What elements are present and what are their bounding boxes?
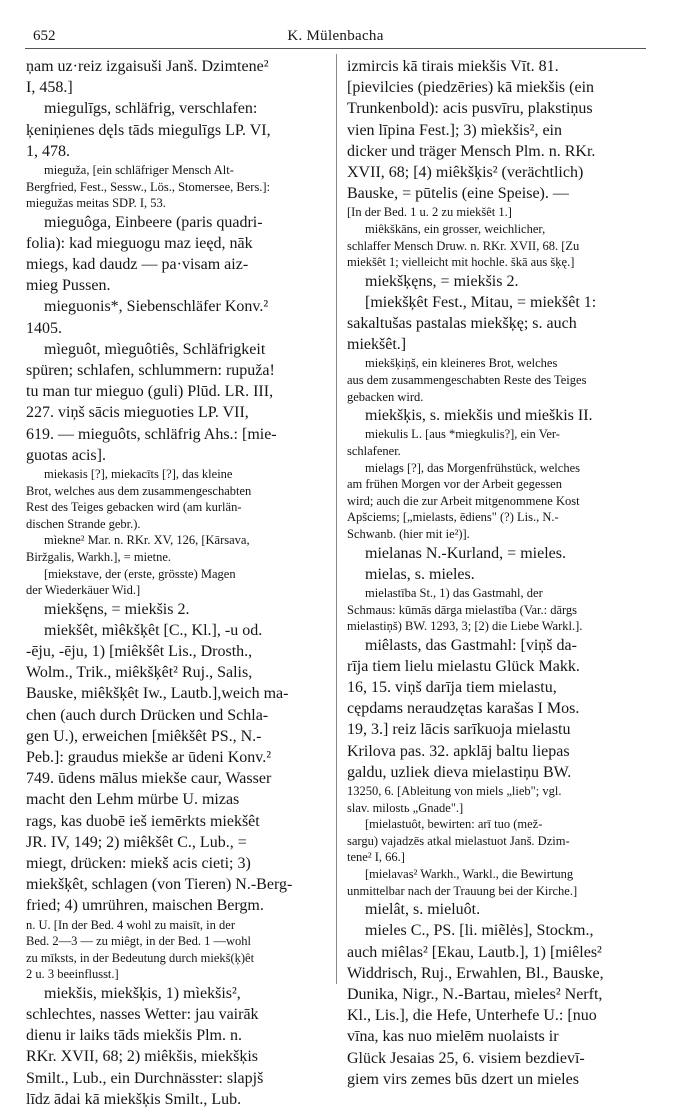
text-line: ķeniņienes dęls tāds miegulīgs LP. VI, xyxy=(26,121,271,139)
text-line: 1, 478. xyxy=(26,142,70,160)
text-line: wird; auch die zur Arbeit mitgenommene Kost xyxy=(347,493,580,508)
text-line: Trunkenbold): acis pusvīru, plakstiņus xyxy=(347,100,593,118)
text-line: fried; 4) umrühren, maischen Bergm. xyxy=(26,897,264,915)
text-line: Krilova pas. 32. apklāj baltu liepas xyxy=(347,742,570,760)
text-line: Bed. 2—3 — zu miêgt, in der Bed. 1 —wohl xyxy=(26,934,251,949)
text-line: vien līpina Fest.]; 3) mìekšis², ein xyxy=(347,121,562,139)
text-line: 19, 3.] reiz lācis sarīkuoja mielastu xyxy=(347,721,571,739)
text-line: [miekšķêt Fest., Mitau, = miekšêt 1: xyxy=(365,293,597,311)
text-line: miegužas meitas SDP. I, 53. xyxy=(26,196,166,211)
text-line: miekšêt.] xyxy=(347,336,407,354)
text-line: Schmaus: kūmās dārga mielastība (Var.: dārgs xyxy=(347,602,578,617)
text-line: aus dem zusammengeschabten Reste des Teiges xyxy=(347,373,587,388)
text-line: mielastība St., 1) das Gastmahl, der xyxy=(365,585,543,600)
right-column xyxy=(347,56,651,1090)
text-line: vīna, kas nuo mielēm nuolaists ir xyxy=(347,1028,559,1046)
text-line: JR. IV, 149; 2) miêkšêt C., Lub., = xyxy=(26,833,247,851)
text-line: rīja tiem lielu mielastu Glück Makk. xyxy=(347,657,580,675)
text-line: gen U.), erweichen [miêkšêt PS., N.- xyxy=(26,727,262,745)
text-line: Bauske, miêkšķêt Iw., Lautb.],weich ma- xyxy=(26,685,289,703)
text-line: Glück Jesaias 25, 6. visiem bezdievī- xyxy=(347,1049,585,1067)
text-line: mieg Pussen. xyxy=(26,277,111,295)
text-line: slav. milostь „Gnade".] xyxy=(347,800,464,815)
text-line: 16, 15. viņš darīja tiem mielastu, xyxy=(347,679,557,697)
text-line: schlafener. xyxy=(347,444,401,458)
text-line: mielastiņš) BW. 1293, 3; [2) die Liebe Warkl.]. xyxy=(347,619,583,634)
text-line: [mielastuôt, bewirten: arī tuo (mež- xyxy=(365,817,543,832)
text-line: mieguža, [ein schläfriger Mensch Alt- xyxy=(44,162,234,177)
text-line: tu man tur mieguo (guli) Plūd. LR. III, xyxy=(26,383,274,401)
text-line: unmittelbar nach der Trauung bei der Kirche.] xyxy=(347,883,578,898)
text-line: miekšķis, s. miekšis und mieškis II. xyxy=(365,407,593,425)
text-line: miekšķêt, schlagen (von Tieren) N.-Berg- xyxy=(26,876,293,894)
text-line: miekulis L. [aus *miegkulis?], ein Ver- xyxy=(365,427,560,442)
text-line: mìekne² Mar. n. RKr. XV, 126, [Kārsava, xyxy=(44,533,250,548)
text-line: miêlasts, das Gastmahl: [viņš da- xyxy=(365,636,577,654)
text-line: miekasis [?], miekacīts [?], das kleine xyxy=(44,466,233,481)
text-line: sargu) vajadzēs atkal mielastuot Janš. Dzim- xyxy=(347,833,570,848)
text-line: 749. ūdens mālus miekše caur, Wasser xyxy=(26,770,272,788)
text-line: dienu ir laiks tāds miekšis Plm. n. xyxy=(26,1027,242,1045)
text-line: Peb.]: graudus miekše ar ūdeni Konv.² xyxy=(26,749,272,767)
text-line: mielât, s. mieluôt. xyxy=(365,901,481,919)
text-line: cępdams neraudzętas karašas I Mos. xyxy=(347,700,580,718)
text-line: miekšêt, mìêkšķêt [C., Kl.], -u od. xyxy=(44,621,263,639)
text-line: sakaltušas pastalas miekšķę; s. auch xyxy=(347,315,577,333)
text-line: -ēju, -ēju, 1) [miêkšêt Lis., Drosth., xyxy=(26,643,253,661)
text-line: der Wiederkäuer Wid.] xyxy=(26,583,141,598)
running-head: K. Mülenbacha xyxy=(287,28,384,44)
text-line: Brot, welches aus dem zusammengeschabten xyxy=(26,483,252,498)
text-line: mielas, s. mieles. xyxy=(365,565,475,583)
text-line: XVII, 68; [4) miêkšķis² (verächtlich) xyxy=(347,163,584,181)
text-line: am frühen Morgen vor der Arbeit gegessen xyxy=(347,477,562,492)
text-line: 13250, 6. [Ableitung von miels „lieb"; vgl. xyxy=(347,784,562,799)
text-line: 2 u. 3 beeinflusst.] xyxy=(26,967,119,982)
text-line: tene² I, 66.] xyxy=(347,850,405,865)
page-header xyxy=(25,26,646,49)
left-column xyxy=(26,56,326,1110)
text-line: macht den Lehm mürbe U. mizas xyxy=(26,791,240,809)
text-line: folia): kad mieguogu maz ieęd, nāk xyxy=(26,234,253,252)
text-line: giem virs zemes būs dzert un mieles xyxy=(347,1070,579,1088)
text-line: galdu, uzliek dieva mielastiņu BW. xyxy=(347,763,572,781)
text-line: miekšis, miekšķis, 1) mìekšis², xyxy=(44,984,241,1002)
text-line: RKr. XVII, 68; 2) miêkšis, miekšķis xyxy=(26,1048,258,1066)
text-line: miekšêt 1; vielleicht mit hochle. škā aus šķę.] xyxy=(347,255,575,270)
text-line: [pievilcies (piedzēries) kā miekšis (ein xyxy=(347,79,595,97)
text-line: n. U. [In der Bed. 4 wohl zu maisīt, in der xyxy=(26,917,235,932)
text-line: [miekstave, der (erste, grösste) Magen xyxy=(44,566,236,581)
text-line: mielags [?], das Morgenfrühstück, welches xyxy=(365,460,580,475)
text-line: Apšciems; [„mielasts, ēdiens" (?) Lis., N.- xyxy=(347,510,559,525)
text-line: zu mīksts, in der Bedeutung durch miekš(ķ)êt xyxy=(26,950,255,965)
text-line: Smilt., Lub., ein Durchnässter: slapjš xyxy=(26,1069,264,1087)
text-line: schlaffer Mensch Druw. n. RKr. XVII, 68. [Zu xyxy=(347,238,580,253)
text-line: dicker und träger Mensch Plm. n. RKr. xyxy=(347,142,596,160)
text-line: Bauske, = pūtelis (eine Speise). — xyxy=(347,185,569,203)
text-line: Wolm., Trik., miêkšķêt² Ruj., Salis, xyxy=(26,664,253,682)
text-line: miegs, kad daudz — pa·visam aiz- xyxy=(26,256,249,274)
text-line: miekšķiņš, ein kleineres Brot, welches xyxy=(365,356,558,371)
text-line: auch miêlas² [Ekau, Lautb.], 1) [miêles² xyxy=(347,943,602,961)
text-line: gebacken wird. xyxy=(347,389,424,404)
text-line: 619. — mieguôts, schläfrig Ahs.: [mie- xyxy=(26,425,277,443)
column-divider xyxy=(336,54,337,984)
text-line: Biržgalis, Warkh.], = mietne. xyxy=(26,549,172,564)
text-line: [mielavas² Warkh., Warkl., die Bewirtung xyxy=(365,867,574,881)
text-line: mìeguôt, mìeguôtiês, Schläfrigkeit xyxy=(44,340,266,358)
text-line: Dunika, Nigr., N.-Bartau, mìeles² Nerft, xyxy=(347,985,603,1003)
text-line: ņam uz·reiz izgaisuši Janš. Dzimtene² xyxy=(26,58,269,75)
page-number: 652 xyxy=(33,28,56,44)
text-line: schlechtes, nasses Wetter: jau vairāk xyxy=(26,1006,259,1024)
text-line: spüren; schlafen, schlummern: rupuža! xyxy=(26,362,275,380)
text-line: mielanas N.-Kurland, = mieles. xyxy=(365,544,566,562)
text-line: mieles C., PS. [li. miẽlės], Stockm., xyxy=(365,922,594,940)
text-line: mieguôga, Einbeere (paris quadri- xyxy=(44,213,263,231)
text-line: I, 458.] xyxy=(26,79,73,97)
text-line: miegulīgs, schläfrig, verschlafen: xyxy=(44,100,258,118)
text-line: 1405. xyxy=(26,319,62,337)
text-line: līdz ādai kā miekšķis Smilt., Lub. xyxy=(26,1090,242,1108)
text-line: mieguonis*, Siebenschläfer Konv.² xyxy=(44,298,269,316)
text-line: rags, kas duobē ieš iemērkts miekšêt xyxy=(26,812,260,830)
text-line: miekšķęns, = miekšis 2. xyxy=(365,272,519,290)
text-line: Rest des Teiges gebacken wird (am kurlän- xyxy=(26,500,242,515)
text-line: miegt, drücken: miekš acis cieti; 3) xyxy=(26,854,251,872)
text-line: izmircis kā tirais miekšis Vīt. 81. xyxy=(347,58,559,75)
text-line: chen (auch durch Drücken und Schla- xyxy=(26,706,269,724)
text-line: miekšęns, = miekšis 2. xyxy=(44,600,190,618)
text-line: miêkškāns, ein grosser, weichlicher, xyxy=(365,221,546,236)
text-line: Bergfried, Fest., Sessw., Lös., Stomersee, Bers.]: xyxy=(26,179,271,194)
text-line: guotas acis]. xyxy=(26,446,106,464)
text-line: Widdrisch, Ruj., Erwahlen, Bl., Bauske, xyxy=(347,964,604,982)
text-line: Schwanb. (hier mit ie²)]. xyxy=(347,526,470,541)
text-line: 227. viņš sācis mieguoties LP. VII, xyxy=(26,404,249,422)
text-line: Kl., Lis.], die Hefe, Unterhefe U.: [nuo xyxy=(347,1007,597,1025)
text-line: [In der Bed. 1 u. 2 zu miekšêt 1.] xyxy=(347,205,512,220)
text-line: dischen Strande gebr.). xyxy=(26,516,141,531)
